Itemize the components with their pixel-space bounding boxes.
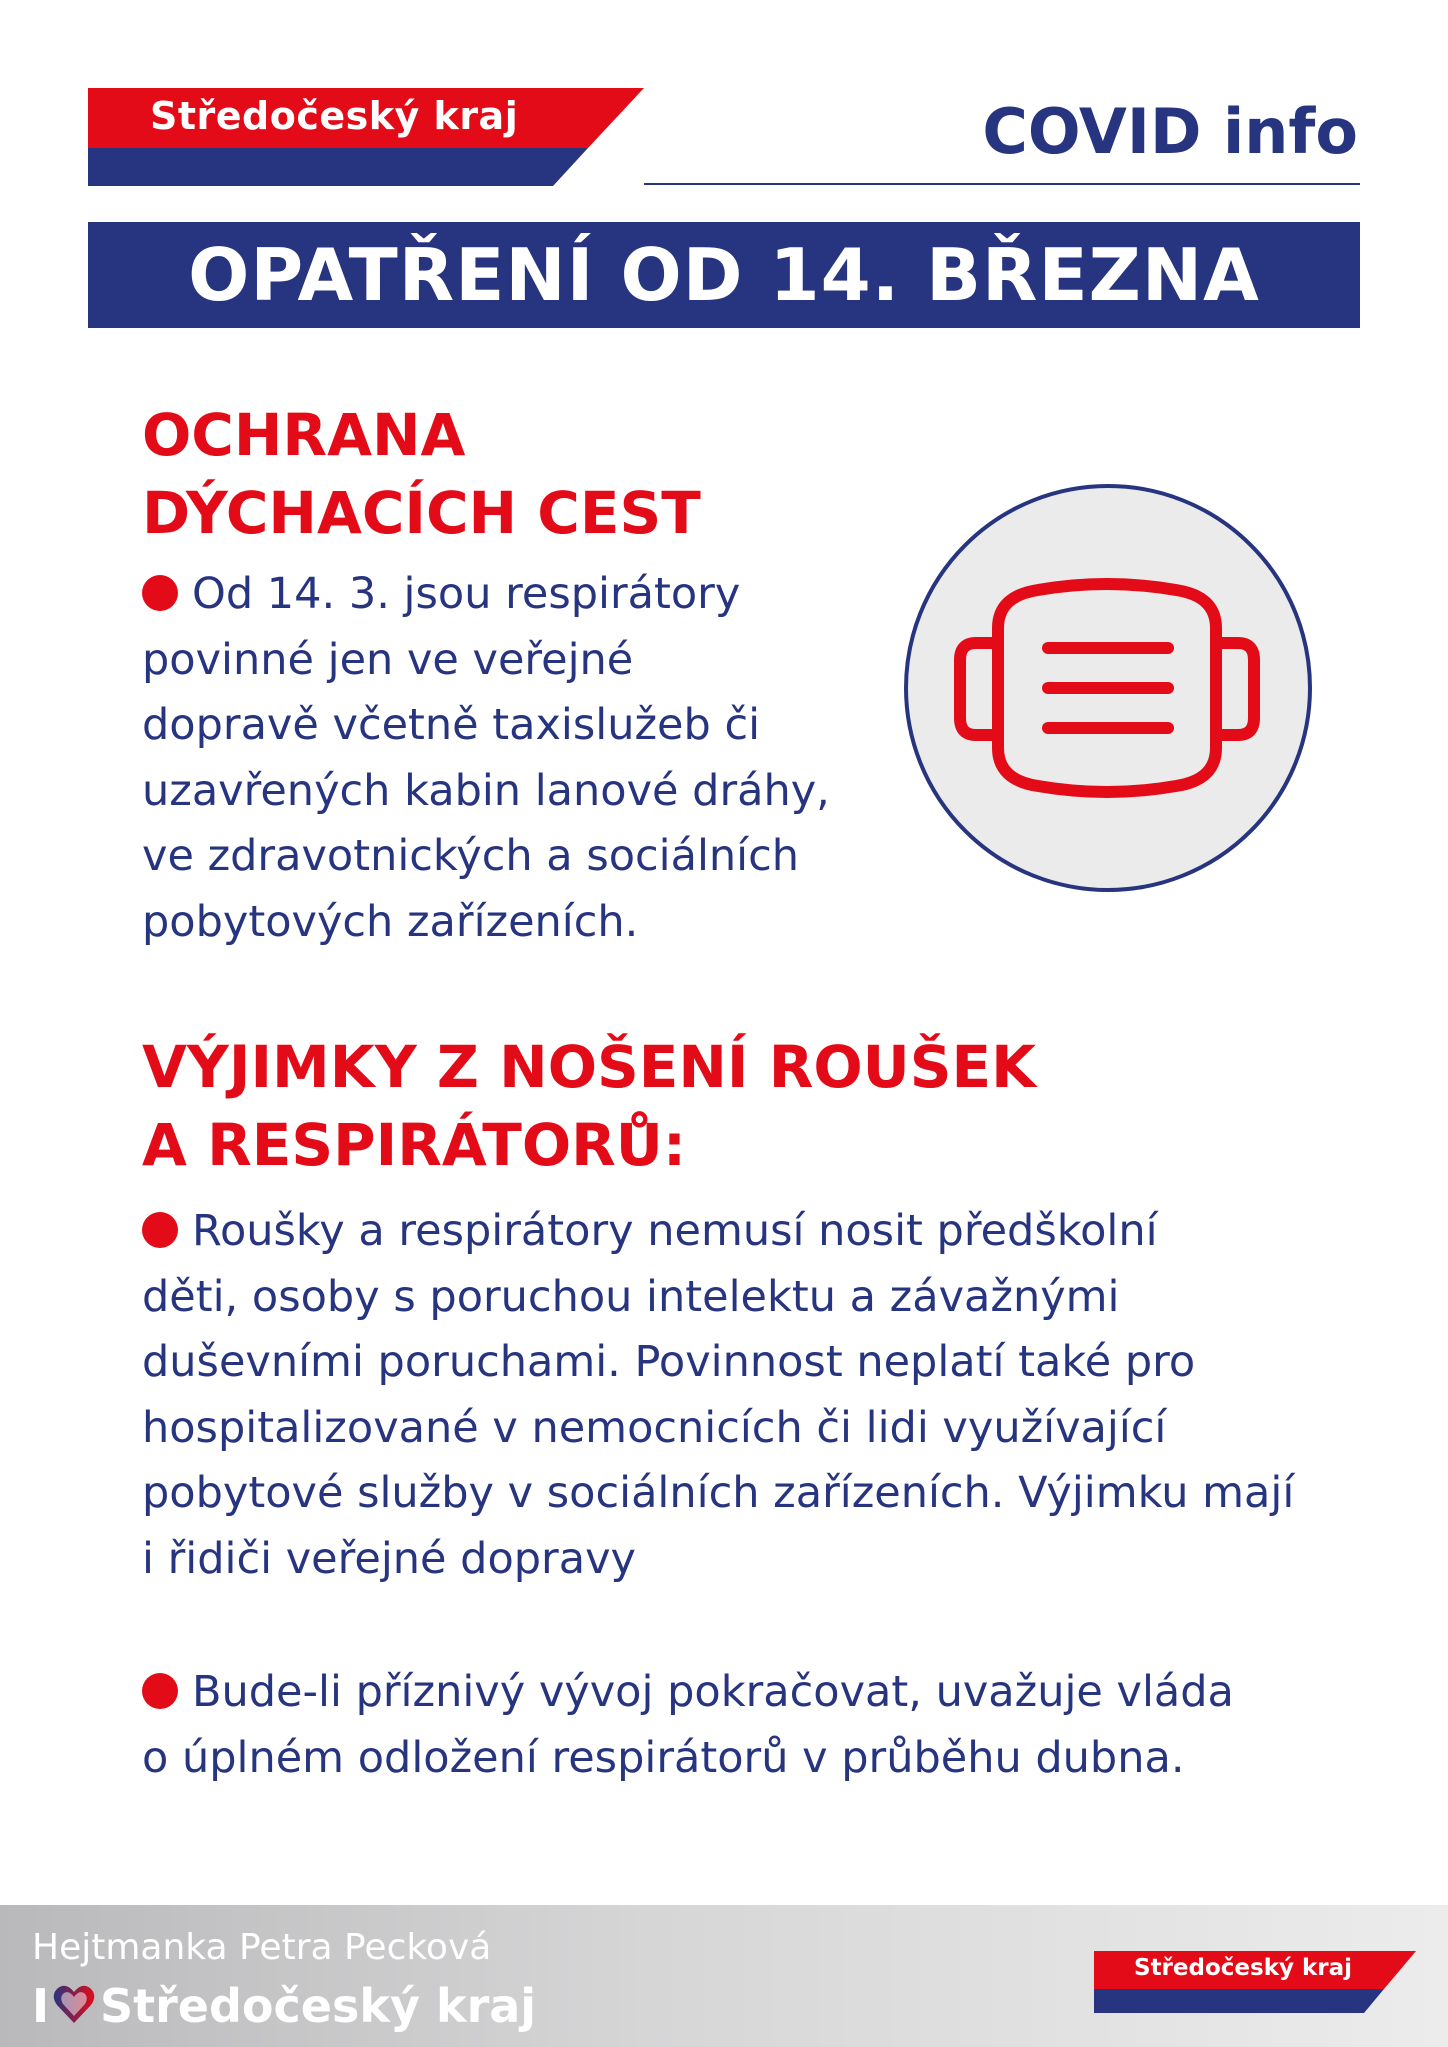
section2-heading-line: A RESPIRÁTORŮ: bbox=[142, 1111, 687, 1179]
heart-icon bbox=[52, 1983, 96, 2027]
section1-heading bbox=[142, 396, 701, 552]
page-title: OPATŘENÍ OD 14. BŘEZNA bbox=[188, 233, 1260, 317]
face-mask-icon bbox=[898, 478, 1318, 898]
footer-slogan bbox=[32, 1979, 536, 2033]
brand-logo bbox=[88, 88, 644, 186]
footer-slogan-text: Středočeský kraj bbox=[100, 1979, 537, 2033]
footer-slogan-prefix: I bbox=[32, 1979, 50, 2033]
section1-line: ve zdravotnických a sociálních bbox=[142, 831, 800, 882]
section1-heading-line: DÝCHACÍCH CEST bbox=[142, 479, 701, 547]
section1-line: Od 14. 3. jsou respirátory bbox=[192, 569, 741, 619]
bullet-icon bbox=[142, 1212, 178, 1248]
title-banner bbox=[88, 222, 1360, 328]
section1-body bbox=[142, 562, 830, 956]
brand-name: Středočeský kraj bbox=[150, 94, 519, 138]
section2-line: duševními poruchami. Povinnost neplatí také pro bbox=[142, 1337, 1196, 1388]
section2-line: i řidiči veřejné dopravy bbox=[142, 1533, 636, 1584]
section1-heading-line: OCHRANA bbox=[142, 401, 466, 469]
bullet-icon bbox=[142, 575, 178, 611]
section2-line: o úplném odložení respirátorů v průběhu dubna. bbox=[142, 1732, 1185, 1783]
header-divider bbox=[644, 183, 1360, 185]
covid-info-label: COVID info bbox=[982, 95, 1358, 168]
section2-heading-line: VÝJIMKY Z NOŠENÍ ROUŠEK bbox=[142, 1033, 1037, 1101]
section2-line: hospitalizované v nemocnicích či lidi využívající bbox=[142, 1402, 1167, 1453]
section2-heading bbox=[142, 1028, 1036, 1184]
section1-line: uzavřených kabin lanové dráhy, bbox=[142, 765, 830, 816]
section1-line: pobytových zařízeních. bbox=[142, 896, 639, 947]
section2-line: Bude-li příznivý vývoj pokračovat, uvažuje vláda bbox=[192, 1667, 1234, 1717]
footer-governor-name: Hejtmanka Petra Pecková bbox=[32, 1927, 492, 1968]
section2-bullet1 bbox=[142, 1199, 1294, 1593]
section1-line: povinné jen ve veřejné bbox=[142, 634, 634, 685]
bullet-icon bbox=[142, 1673, 178, 1709]
section2-line: pobytové služby v sociálních zařízeních. Výjimku mají bbox=[142, 1468, 1295, 1519]
section2-line: Roušky a respirátory nemusí nosit předškolní bbox=[192, 1206, 1158, 1256]
section2-bullet2 bbox=[142, 1660, 1234, 1791]
section2-line: děti, osoby s poruchou intelektu a závažnými bbox=[142, 1271, 1120, 1322]
section1-line: dopravě včetně taxislužeb či bbox=[142, 700, 761, 751]
footer-logo-text: Středočeský kraj bbox=[1134, 1955, 1353, 1981]
footer-brand-logo bbox=[1094, 1951, 1416, 2013]
